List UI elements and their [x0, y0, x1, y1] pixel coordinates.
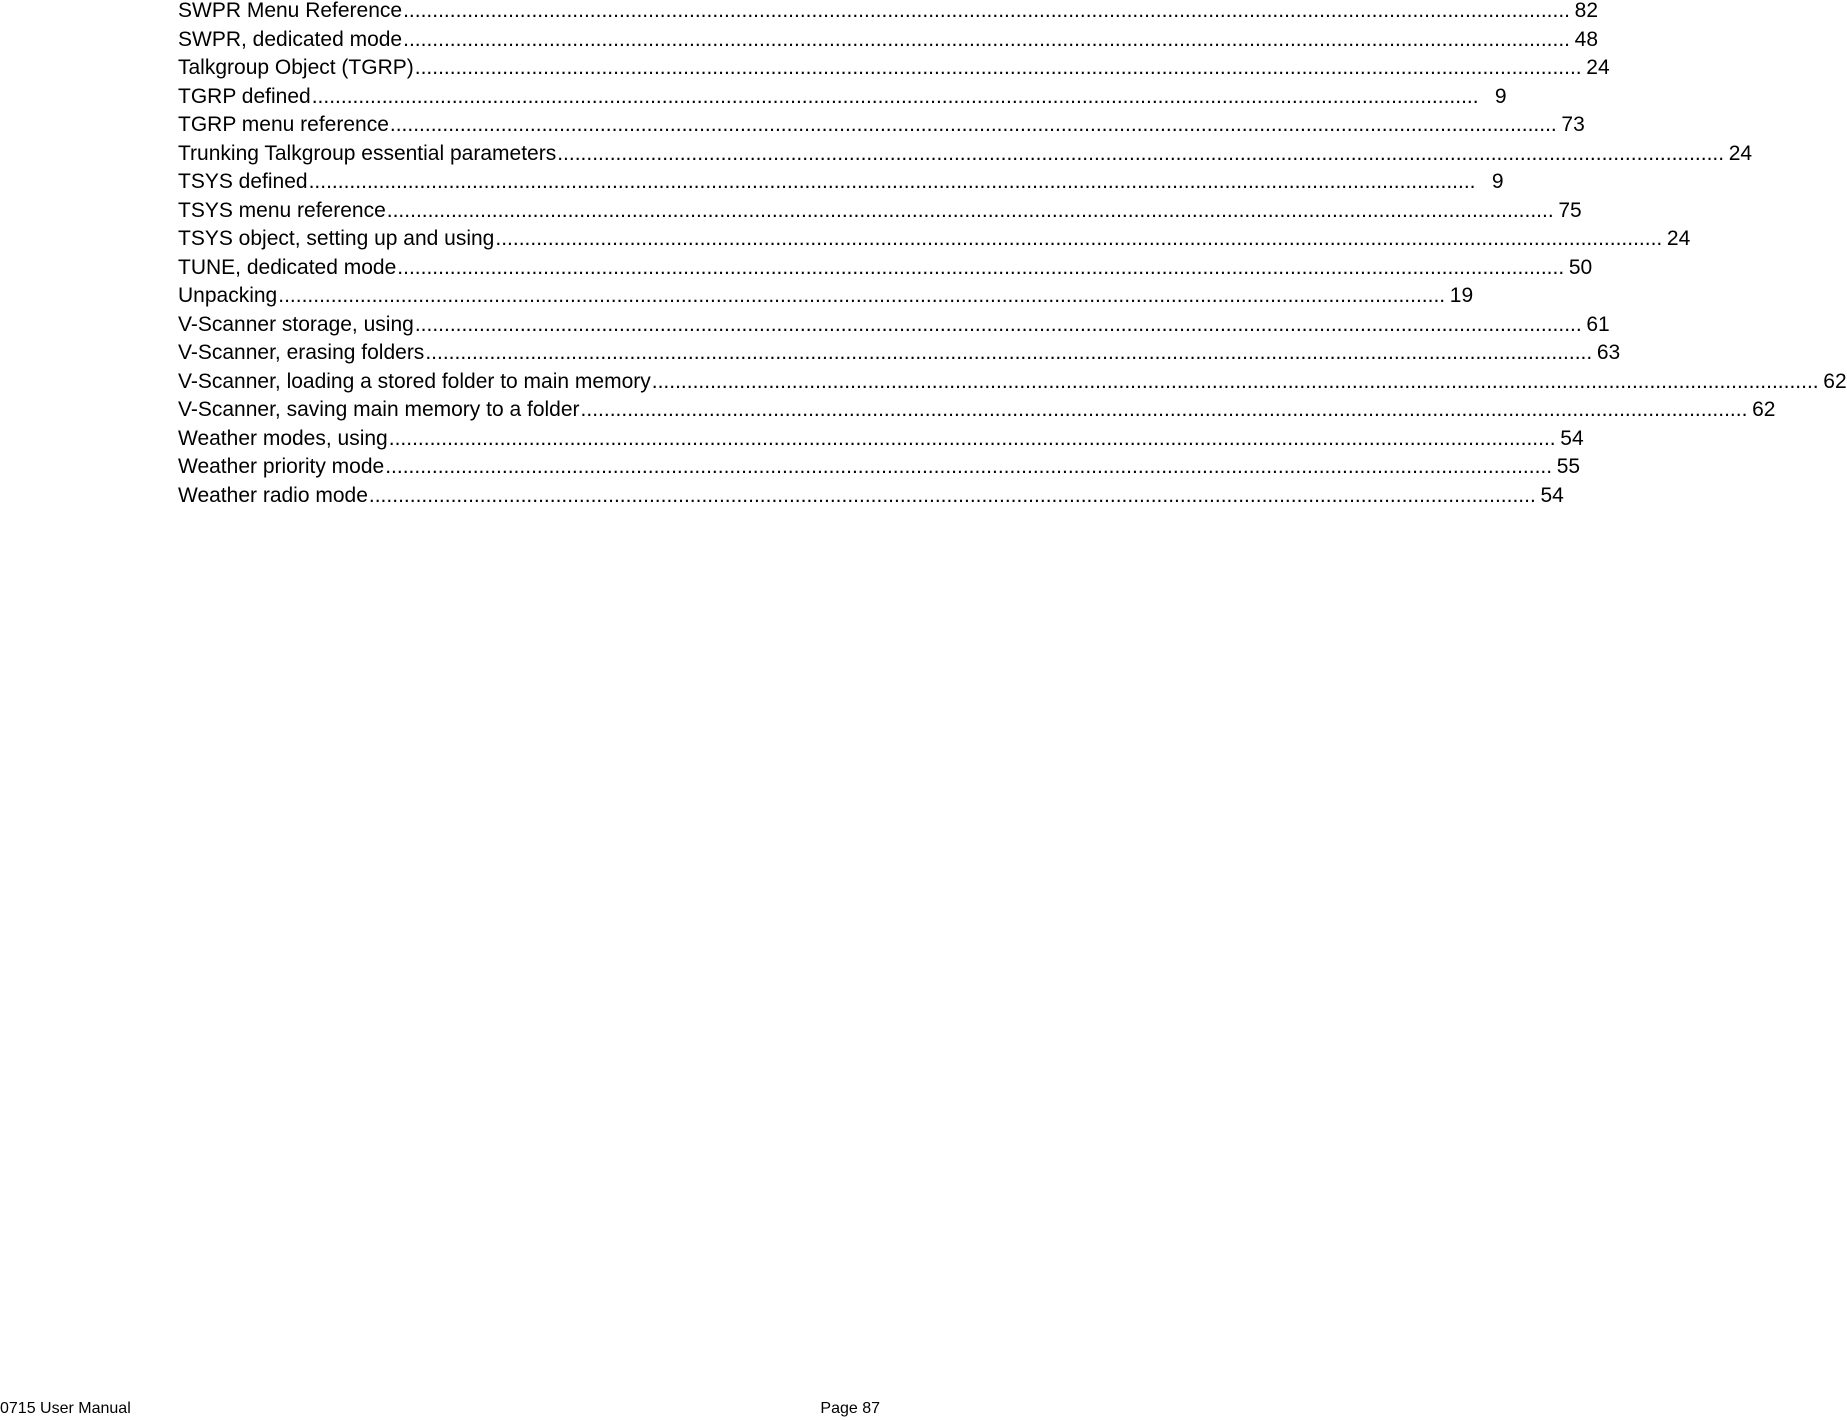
- index-entry: [178, 339, 1621, 368]
- entry-page-number: 73: [1561, 113, 1585, 136]
- leader-dots: ........................................................................................................................................................................................................: [425, 341, 1593, 364]
- leader-dots: ........................................................................................................................................................................................................: [386, 198, 1554, 222]
- entry-page-number: 50: [1568, 255, 1593, 279]
- leader-dots: ........................................................................................................................................................................................................: [403, 27, 1571, 51]
- entry-page-number: 24: [1728, 141, 1753, 165]
- entry-page-number: 82: [1574, 0, 1598, 22]
- leader-dots: ........................................................................................................................................................................................................: [308, 170, 1476, 193]
- index-entry: [178, 140, 1753, 169]
- entry-label: Unpacking: [178, 284, 278, 307]
- leader-dots: ........................................................................................................................................................................................................: [414, 56, 1582, 79]
- entry-label: TSYS object, setting up and using: [178, 227, 495, 250]
- entry-label: SWPR Menu Reference: [178, 0, 403, 22]
- entry-label: Weather radio mode: [178, 483, 368, 507]
- entry-page-number: 9: [1494, 84, 1507, 108]
- leader-dots: ........................................................................................................................................................................................................: [495, 227, 1663, 250]
- index-entry: [178, 197, 1582, 226]
- entry-page-number: 9: [1491, 170, 1504, 193]
- leader-dots: ........................................................................................................................................................................................................: [278, 284, 1446, 307]
- index-entry: [178, 111, 1585, 140]
- entry-page-number: 24: [1666, 227, 1691, 250]
- leader-dots: ........................................................................................................................................................................................................: [311, 84, 1479, 108]
- index-entry: [178, 482, 1564, 511]
- index-entry: [178, 83, 1507, 112]
- index-entry: [178, 254, 1593, 283]
- entry-label: TGRP defined: [178, 84, 311, 108]
- index-list: [178, 0, 1847, 510]
- entry-label: TUNE, dedicated mode: [178, 255, 397, 279]
- index-entry: [178, 282, 1474, 311]
- index-entry: [178, 54, 1610, 83]
- index-entry: [178, 225, 1691, 254]
- index-entry: [178, 26, 1599, 55]
- entry-page-number: 19: [1449, 284, 1474, 307]
- entry-page-number: 54: [1540, 483, 1564, 507]
- index-entry: [178, 396, 1776, 425]
- entry-page-number: 62: [1823, 369, 1847, 393]
- index-entry: [178, 425, 1584, 454]
- leader-dots: ........................................................................................................................................................................................................: [414, 312, 1582, 336]
- entry-page-number: 24: [1586, 56, 1610, 79]
- entry-page-number: 61: [1586, 312, 1610, 336]
- leader-dots: ........................................................................................................................................................................................................: [580, 398, 1748, 421]
- entry-label: Weather priority mode: [178, 455, 385, 478]
- entry-page-number: 48: [1574, 27, 1599, 51]
- entry-page-number: 62: [1752, 398, 1776, 421]
- entry-label: SWPR, dedicated mode: [178, 27, 403, 51]
- entry-label: Weather modes, using: [178, 426, 388, 450]
- index-entry: [178, 453, 1581, 482]
- entry-label: V-Scanner storage, using: [178, 312, 414, 336]
- entry-page-number: 75: [1558, 198, 1582, 222]
- index-entry: [178, 0, 1598, 26]
- leader-dots: ........................................................................................................................................................................................................: [385, 455, 1553, 478]
- footer-manual-title: 0715 User Manual: [0, 1400, 131, 1417]
- entry-page-number: 54: [1560, 426, 1584, 450]
- entry-label: TSYS menu reference: [178, 198, 386, 222]
- leader-dots: ........................................................................................................................................................................................................: [557, 141, 1725, 165]
- index-entry: [178, 368, 1847, 397]
- entry-page-number: 63: [1596, 341, 1621, 364]
- entry-label: TGRP menu reference: [178, 113, 389, 136]
- entry-label: Talkgroup Object (TGRP): [178, 56, 414, 79]
- leader-dots: ........................................................................................................................................................................................................: [388, 426, 1556, 450]
- leader-dots: ........................................................................................................................................................................................................: [403, 0, 1570, 22]
- leader-dots: ........................................................................................................................................................................................................: [651, 369, 1819, 393]
- entry-label: V-Scanner, erasing folders: [178, 341, 425, 364]
- entry-label: V-Scanner, saving main memory to a folder: [178, 398, 580, 421]
- leader-dots: ........................................................................................................................................................................................................: [397, 255, 1565, 279]
- leader-dots: ........................................................................................................................................................................................................: [389, 113, 1557, 136]
- footer-page-number: Page 87: [820, 1400, 880, 1417]
- entry-label: TSYS defined: [178, 170, 308, 193]
- index-entry: [178, 168, 1504, 197]
- entry-page-number: 55: [1556, 455, 1581, 478]
- leader-dots: ........................................................................................................................................................................................................: [368, 483, 1536, 507]
- entry-label: Trunking Talkgroup essential parameters: [178, 141, 557, 165]
- index-entry: [178, 311, 1610, 340]
- entry-label: V-Scanner, loading a stored folder to main memory: [178, 369, 651, 393]
